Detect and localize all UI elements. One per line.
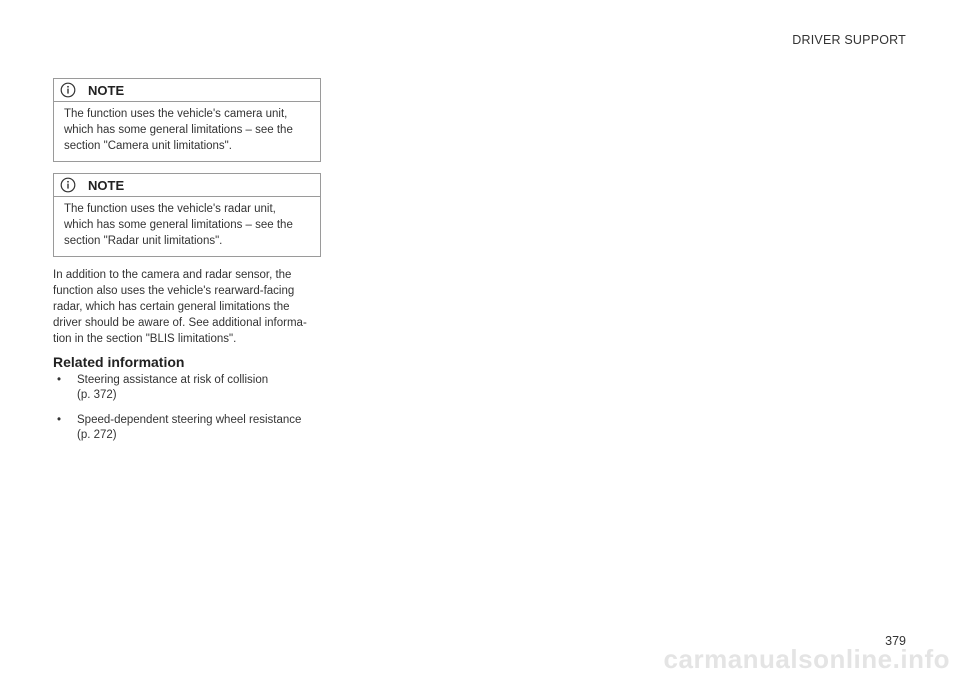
note-line: section "Radar unit limitations". — [64, 235, 223, 247]
watermark: carmanualsonline.info — [663, 644, 950, 674]
note-line: which has some general limitations – see the — [64, 124, 293, 136]
bullet: • — [57, 414, 62, 426]
link-page-ref: (p. 372) — [77, 389, 117, 401]
paragraph-line: In addition to the camera and radar sensor, the — [53, 269, 292, 281]
note-line: The function uses the vehicle's radar unit, — [64, 203, 276, 215]
note-box-radar — [53, 173, 321, 257]
note-header — [54, 79, 320, 102]
note-body — [54, 197, 320, 256]
paragraph-line: tion in the section "BLIS limitations". — [53, 333, 237, 345]
related-information-heading: Related information — [53, 354, 185, 370]
info-icon — [60, 177, 76, 193]
paragraph-line: driver should be aware of. See additional informa- — [53, 317, 307, 329]
note-box-camera — [53, 78, 321, 162]
note-title: NOTE — [88, 177, 125, 193]
note-title: NOTE — [88, 82, 125, 98]
info-icon — [60, 82, 76, 98]
bullet: • — [57, 374, 62, 386]
paragraph-line: radar, which has certain general limitations the — [53, 301, 290, 313]
note-line: which has some general limitations – see the — [64, 219, 293, 231]
related-links-list — [53, 373, 328, 453]
note-line: section "Camera unit limitations". — [64, 140, 232, 152]
page-number: 379 — [885, 634, 906, 648]
link-text: Speed-dependent steering wheel resistance — [77, 414, 302, 426]
link-text: Steering assistance at risk of collision — [77, 374, 269, 386]
related-link-steering-assistance[interactable] — [53, 373, 328, 403]
section-header: DRIVER SUPPORT — [792, 33, 906, 47]
note-line: The function uses the vehicle's camera unit, — [64, 108, 288, 120]
note-header — [54, 174, 320, 197]
note-body — [54, 102, 320, 161]
body-paragraph — [53, 267, 323, 347]
link-page-ref: (p. 272) — [77, 429, 117, 441]
related-link-steering-resistance[interactable] — [53, 413, 328, 443]
paragraph-line: function also uses the vehicle's rearward-facing — [53, 285, 295, 297]
